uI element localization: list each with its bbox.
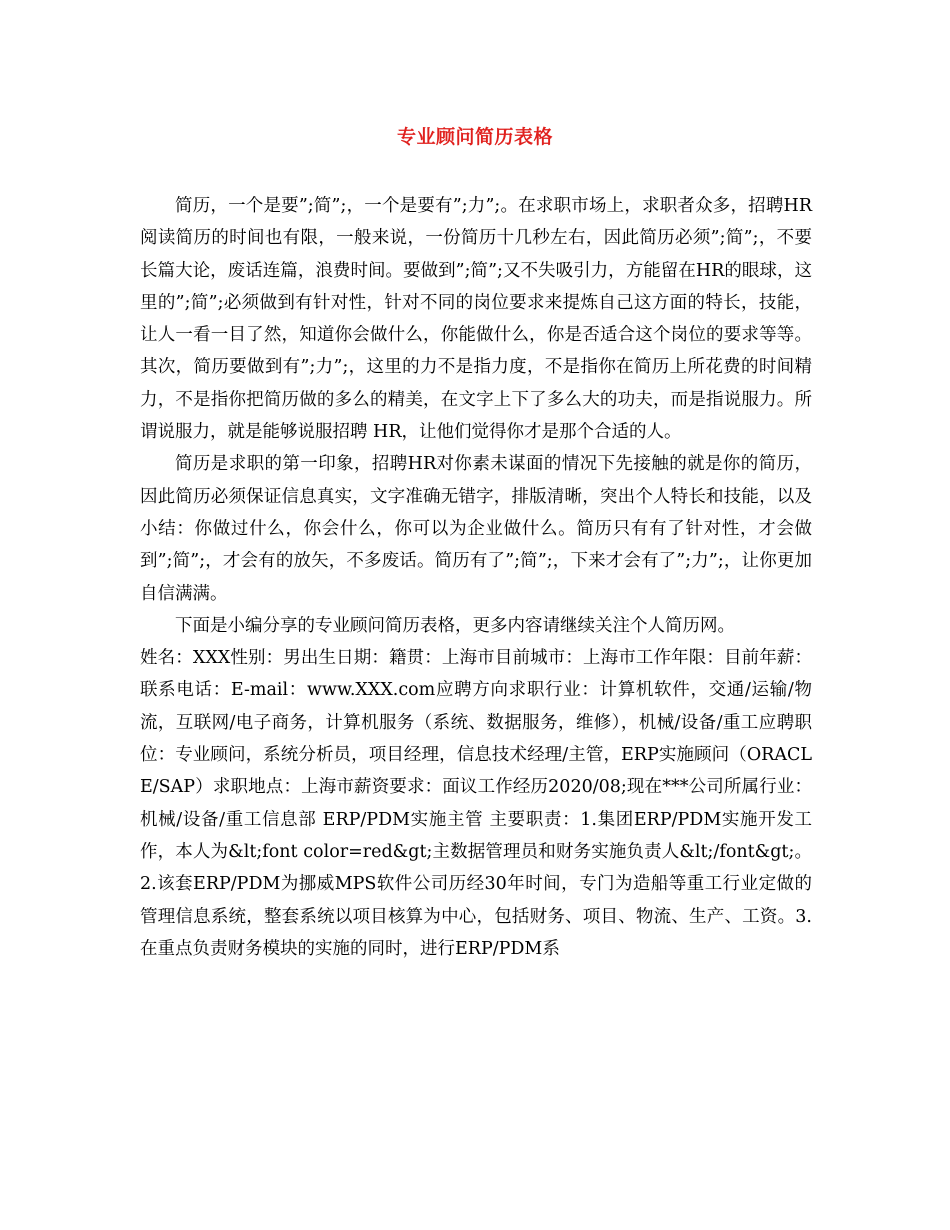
- share-note-paragraph: 下面是小编分享的专业顾问简历表格，更多内容请继续关注个人简历网。: [175, 615, 735, 636]
- document-body: [140, 190, 812, 965]
- resume-details-paragraph: 姓名：XXX性别：男出生日期：籍贯：上海市目前城市：上海市工作年限：目前年薪：联系电话：E-mail：www.XXX.com应聘方向求职行业：计算机软件，交通/运输/物流，互联网/电子商务，计算机服务（系统、数据服务，维修），机械/设备/重工应聘职位：专业顾问，系统分析员，项目经理，信息技术经理/主管，ERP实施顾问（ORACLE/SAP）求职地点：上海市薪资要求：面议工作经历2020/08;现在***公司所属行业：机械/设备/重工信息部 ERP/PDM实施主管 主要职责：1.集团ERP/PDM实施开发工作，本人为&lt;font color=red&gt;主数据管理员和财务实施负责人&lt;/font&gt;。2.该套ERP/PDM为挪威MPS软件公司历经30年时间，专门为造船等重工行业定做的管理信息系统，整套系统以项目核算为中心，包括财务、项目、物流、生产、工资。3.在重点负责财务模块的实施的同时，进行ERP/PDM系: [140, 648, 812, 959]
- document-title: 专业顾问简历表格: [396, 126, 553, 148]
- first-impression-paragraph: 简历是求职的第一印象，招聘HR对你素未谋面的情况下先接触的就是你的简历，因此简历必须保证信息真实，文字准确无错字，排版清晰，突出个人特长和技能，以及小结：你做过什么，你会什么，你可以为企业做什么。简历只有有了针对性，才会做到”;简”;，才会有的放矢，不多废话。简历有了”;简”;，下来才会有了”;力”;，让你更加自信满满。: [140, 454, 812, 604]
- intro-paragraph: 简历，一个是要”;简”;，一个是要有”;力”;。在求职市场上，求职者众多，招聘HR阅读简历的时间也有限，一般来说，一份简历十几秒左右，因此简历必须”;简”;，不要长篇大论，废话连篇，浪费时间。要做到”;简”;又不失吸引力，方能留在HR的眼球，这里的”;简”;必须做到有针对性，针对不同的岗位要求来提炼自己这方面的特长，技能，让人一看一目了然，知道你会做什么，你能做什么，你是否适合这个岗位的要求等等。其次，简历要做到有”;力”;，这里的力不是指力度，不是指你在简历上所花费的时间精力，不是指你把简历做的多么的精美，在文字上下了多么大的功夫，而是指说服力。所谓说服力，就是能够说服招聘 HR，让他们觉得你才是那个合适的人。: [140, 196, 812, 443]
